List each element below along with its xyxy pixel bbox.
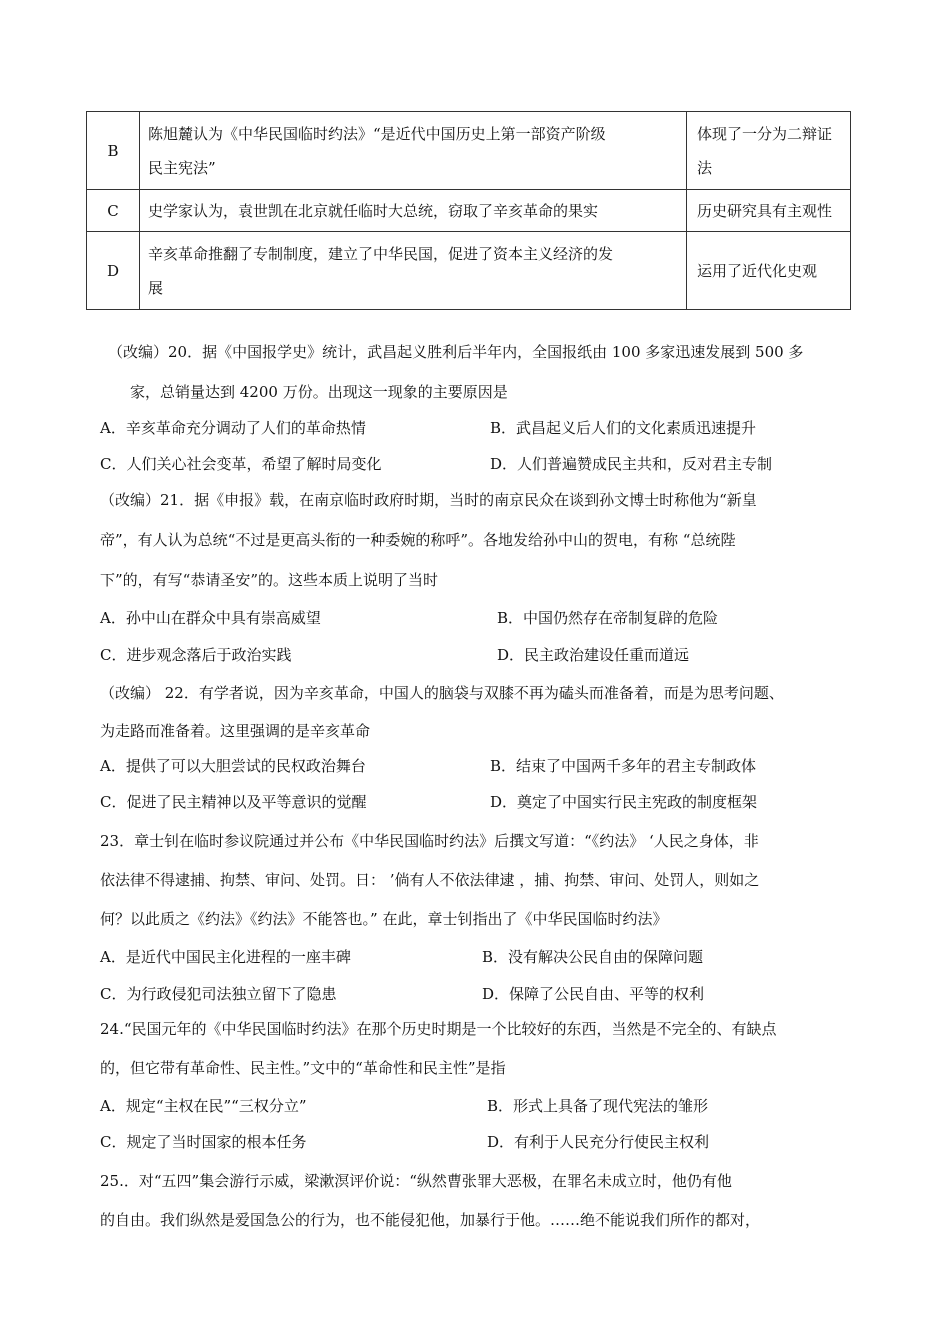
q21-option-d: D．民主政治建设任重而道远 — [497, 646, 690, 664]
q24-option-b: B．形式上具备了现代宪法的雏形 — [487, 1097, 709, 1115]
q21-option-a: A．孙中山在群众中具有崇高威望 — [100, 609, 321, 627]
q21-option-b: B．中国仍然存在帝制复辟的危险 — [497, 609, 719, 627]
option-view: 运用了近代化史观 — [687, 232, 851, 310]
option-description — [140, 112, 687, 190]
q20-option-d: D．人们普遍赞成民主共和，反对君主专制 — [490, 455, 773, 473]
desc-line: 展 — [148, 278, 164, 297]
q22-option-a: A．提供了可以大胆尝试的民权政治舞台 — [100, 757, 366, 775]
option-letter: C — [87, 190, 140, 232]
q23-stem-line2: 依法律不得逮捕、拘禁、审问、处罚。日： ’倘有人不依法律逮 ，捕、拘禁、审问、处罚人，则如之 — [100, 871, 760, 889]
q21-stem-line2: 帝”，有人认为总统“不过是更高头衔的一种委婉的称呼”。各地发给孙中山的贺电，有称 “总统陛 — [100, 531, 736, 549]
q23-option-c: C．为行政侵犯司法独立留下了隐患 — [100, 985, 337, 1003]
q23-option-a: A．是近代中国民主化进程的一座丰碑 — [100, 948, 351, 966]
q24-option-a: A．规定“主权在民”“三权分立” — [100, 1097, 307, 1115]
q24-stem-line1: 24.“民国元年的《中华民国临时约法》在那个历史时期是一个比较好的东西，当然是不完全的、有缺点 — [100, 1020, 777, 1038]
desc-line: 辛亥革命推翻了专制制度，建立了中华民国，促进了资本主义经济的发 — [148, 244, 614, 263]
desc-line: 陈旭麓认为《中华民国临时约法》“是近代中国历史上第一部资产阶级 — [148, 124, 606, 143]
q25-stem-line1: 25.．对“五四”集会游行示威，梁漱溟评价说：“纵然曹张罪大恶极，在罪名未成立时，他仍有他 — [100, 1172, 732, 1190]
table-row — [87, 112, 851, 190]
desc-line: 史学家认为，袁世凯在北京就任临时大总统，窃取了辛亥革命的果实 — [148, 201, 599, 220]
q23-option-b: B．没有解决公民自由的保障问题 — [482, 948, 704, 966]
q20-stem-line2: 家，总销量达到 4200 万份。出现这一现象的主要原因是 — [130, 383, 508, 401]
q20-stem-line1: （改编）20．据《中国报学史》统计，武昌起义胜利后半年内，全国报纸由 100 多家迅速发展到 500 多 — [108, 343, 804, 361]
q20-option-a: A．辛亥革命充分调动了人们的革命热情 — [100, 419, 366, 437]
q22-stem-line1: （改编） 22．有学者说，因为辛亥革命，中国人的脑袋与双膝不再为磕头而准备着，而是为思考问题、 — [100, 684, 784, 702]
option-description — [140, 232, 687, 310]
desc-line: 民主宪法” — [148, 158, 216, 177]
table-row — [87, 232, 851, 310]
q22-option-d: D．奠定了中国实行民主宪政的制度框架 — [490, 793, 758, 811]
option-description — [140, 190, 687, 232]
option-letter: B — [87, 112, 140, 190]
table-row — [87, 190, 851, 232]
option-view: 历史研究具有主观性 — [687, 190, 851, 232]
q22-option-b: B．结束了中国两千多年的君主专制政体 — [490, 757, 757, 775]
q23-option-d: D．保障了公民自由、平等的权利 — [482, 985, 705, 1003]
q22-option-c: C．促进了民主精神以及平等意识的觉醒 — [100, 793, 367, 811]
q23-stem-line1: 23．章士钊在临时参议院通过并公布《中华民国临时约法》后撰文写道：“《约法》 ‘人民之身体，非 — [100, 832, 759, 850]
q23-stem-line3: 何？以此质之《约法》《约法》不能答也。” 在此，章士钊指出了《中华民国临时约法》 — [100, 910, 668, 928]
q25-stem-line2: 的自由。我们纵然是爱国急公的行为，也不能侵犯他，加暴行于他。……绝不能说我们所作的都对， — [100, 1211, 761, 1229]
option-view: 体现了一分为二辩证法 — [687, 112, 851, 190]
q21-stem-line1: （改编）21．据《申报》载，在南京临时政府时期，当时的南京民众在谈到孙文博士时称他为“新皇 — [100, 491, 757, 509]
option-letter: D — [87, 232, 140, 310]
q22-stem-line2: 为走路而准备着。这里强调的是辛亥革命 — [100, 722, 371, 740]
option-table — [86, 111, 851, 310]
q24-stem-line2: 的，但它带有革命性、民主性。”文中的“革命性和民主性”是指 — [100, 1059, 506, 1077]
q24-option-d: D．有利于人民充分行使民主权利 — [487, 1133, 710, 1151]
q20-option-c: C．人们关心社会变革，希望了解时局变化 — [100, 455, 382, 473]
q21-stem-line3: 下”的，有写“恭请圣安”的。这些本质上说明了当时 — [100, 571, 439, 589]
q20-option-b: B．武昌起义后人们的文化素质迅速提升 — [490, 419, 757, 437]
q24-option-c: C．规定了当时国家的根本任务 — [100, 1133, 307, 1151]
q21-option-c: C．进步观念落后于政治实践 — [100, 646, 292, 664]
